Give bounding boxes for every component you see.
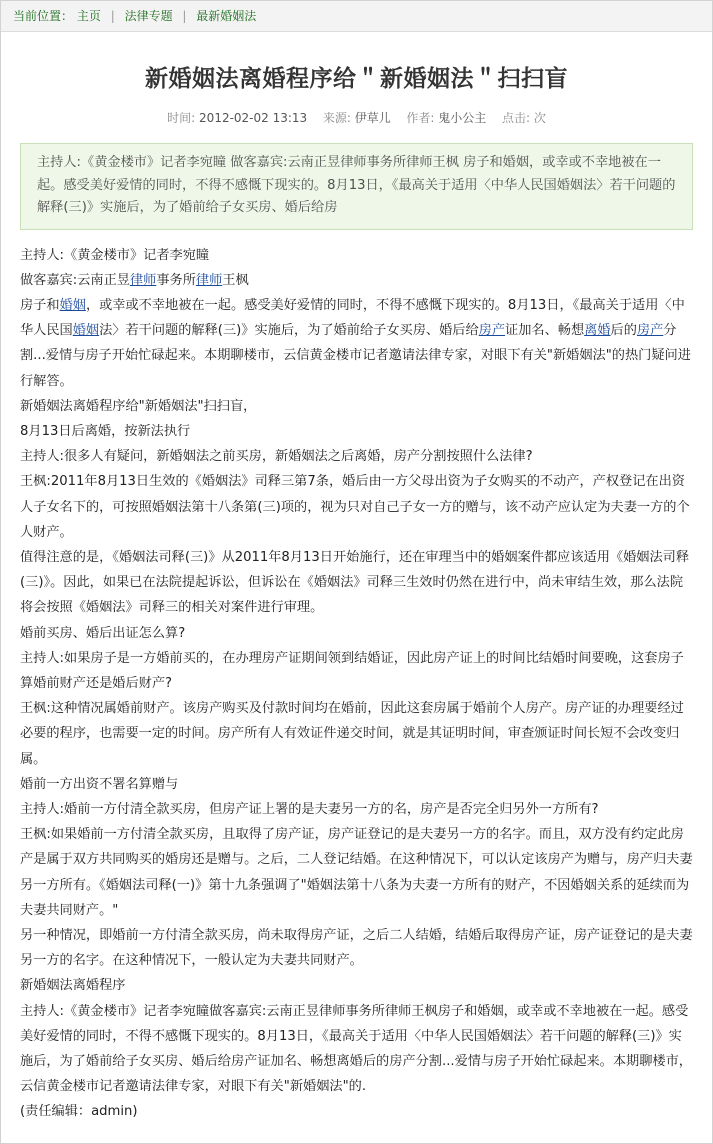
time-label: 时间: (167, 111, 196, 125)
paragraph: 另一种情况，即婚前一方付清全款买房，尚未取得房产证，之后二人结婚，结婚后取得房产证，房产证登记的是夫妻另一方的名字。在这种情况下，一般认定为夫妻共同财产。 (20, 927, 693, 969)
article-summary: 主持人:《黄金楼市》记者李宛瞳 做客嘉宾:云南正昱律师事务所律师王枫 房子和婚姻，或幸或不幸地被在一起。感受美好爱情的同时，不得不感慨下现实的。8月13日，《最高关于适用〈中华人民国婚姻法〉若干问题的解释(三)》实施后，为了婚前给子女买房、婚后给房 (20, 143, 693, 230)
breadcrumb-separator: | (182, 9, 187, 23)
editor-credit: (责任编辑：admin) (20, 1104, 138, 1120)
article-meta (1, 109, 712, 126)
paragraph: 新婚姻法离婚程序 (20, 978, 126, 994)
author: 鬼小公主 (438, 111, 487, 125)
paragraph: 王枫:如果婚前一方付清全款买房，且取得了房产证，房产证登记的是夫妻另一方的名字。而且，双方没有约定此房产是属于双方共同购买的婚房还是赠与。之后，二人登记结婚。在这种情况下，可以认定该房产为赠与，房产归夫妻另一方所有。《婚姻法司释(一)》第十九条强调了"婚姻法第十八条为夫妻一方所有的财产，不因婚姻关系的延续而为夫妻共同财产。" (20, 827, 693, 918)
paragraph: 王枫:2011年8月13日生效的《婚姻法》司释三第7条，婚后由一方父母出资为子女购买的不动产，产权登记在出资人子女名下的，可按照婚姻法第十八条第(三)项的，视为只对自己子女一方的赠与，该不动产应认定为夫妻一方的个人财产。 (20, 474, 690, 540)
paragraph: 房子和婚姻，或幸或不幸地被在一起。感受美好爱情的同时，不得不感慨下现实的。8月13日，《最高关于适用〈中华人民国婚姻法〉若干问题的解释(三)》实施后，为了婚前给子女买房、婚后给房产证加名、畅想离婚后的房产分割...爱情与房子开始忙碌起来。本期聊楼市，云信黄金楼市记者邀请法律专家，对眼下有关"新婚姻法"的热门疑问进行解答。 (20, 297, 691, 389)
paragraph: 主持人:很多人有疑问，新婚姻法之前买房，新婚姻法之后离婚，房产分割按照什么法律? (20, 449, 533, 465)
paragraph: 主持人:《黄金楼市》记者李宛瞳做客嘉宾:云南正昱律师事务所律师王枫房子和婚姻，或幸或不幸地被在一起。感受美好爱情的同时，不得不感慨下现实的。8月13日，《最高关于适用〈中华人民国婚姻法〉若干问题的解释(三)》实施后，为了婚前给子女买房、婚后给房产证加名、畅想离婚后的房产分割...爱情与房子开始忙碌起来。本期聊楼市，云信黄金楼市记者邀请法律专家，对眼下有关"新婚姻法"的. (20, 1003, 692, 1095)
breadcrumb-home[interactable]: 主页 (76, 9, 101, 23)
source-label: 来源: (322, 111, 351, 125)
clicks-unit: 次 (533, 111, 546, 125)
keyword-link-property[interactable]: 房产 (478, 323, 506, 339)
breadcrumb-separator: | (110, 9, 115, 23)
keyword-link-property[interactable]: 房产 (636, 323, 664, 339)
keyword-link-marriage[interactable]: 婚姻 (59, 297, 86, 313)
paragraph: 婚前一方出资不署名算赠与 (20, 776, 179, 792)
keyword-link-lawyer[interactable]: 律师 (195, 272, 223, 288)
clicks-label: 点击: (501, 111, 530, 125)
paragraph: 8月13日后离婚，按新法执行 (20, 423, 191, 439)
keyword-link-divorce[interactable]: 离婚 (584, 323, 611, 339)
keyword-link-marriage[interactable]: 婚姻 (72, 323, 100, 339)
breadcrumb (1, 1, 712, 32)
paragraph: 王枫:这种情况属婚前财产。该房产购买及付款时间均在婚前，因此这套房属于婚前个人房产。房产证的办理要经过必要的程序，也需要一定的时间。房产所有人有效证件递交时间，就是其证明时间，审查颁证时间长短不会改变归属。 (20, 701, 684, 767)
author-label: 作者: (406, 111, 435, 125)
article-body (20, 243, 694, 1125)
paragraph: 主持人:《黄金楼市》记者李宛瞳 (20, 247, 210, 263)
paragraph: 做客嘉宾:云南正昱律师事务所律师王枫 (20, 272, 249, 288)
breadcrumb-label: 当前位置： (13, 9, 74, 23)
keyword-link-lawyer[interactable]: 律师 (129, 272, 157, 288)
breadcrumb-latest-marriage-law[interactable]: 最新婚姻法 (196, 9, 257, 23)
publish-time: 2012-02-02 13:13 (199, 111, 308, 125)
paragraph: 主持人:婚前一方付清全款买房，但房产证上署的是夫妻另一方的名，房产是否完全归另外一方所有? (20, 801, 599, 817)
breadcrumb-law-topics[interactable]: 法律专题 (124, 9, 173, 23)
paragraph: 主持人:如果房子是一方婚前买的，在办理房产证期间领到结婚证，因此房产证上的时间比结婚时间要晚，这套房子算婚前财产还是婚后财产? (20, 650, 684, 691)
source: 伊草儿 (354, 111, 391, 125)
article-title: 新婚姻法离婚程序给＂新婚姻法＂扫扫盲 (145, 66, 568, 92)
paragraph: 新婚姻法离婚程序给"新婚姻法"扫扫盲， (20, 398, 257, 414)
paragraph: 婚前买房、婚后出证怎么算? (20, 625, 186, 641)
paragraph: 值得注意的是，《婚姻法司释(三)》从2011年8月13日开始施行，还在审理当中的婚姻案件都应该适用《婚姻法司释(三)》。因此，如果已在法院提起诉讼，但诉讼在《婚姻法》司释三生效时仍然在进行中，尚未审结生效，那么法院将会按照《婚姻法》司释三的相关对案件进行审理。 (20, 549, 690, 616)
